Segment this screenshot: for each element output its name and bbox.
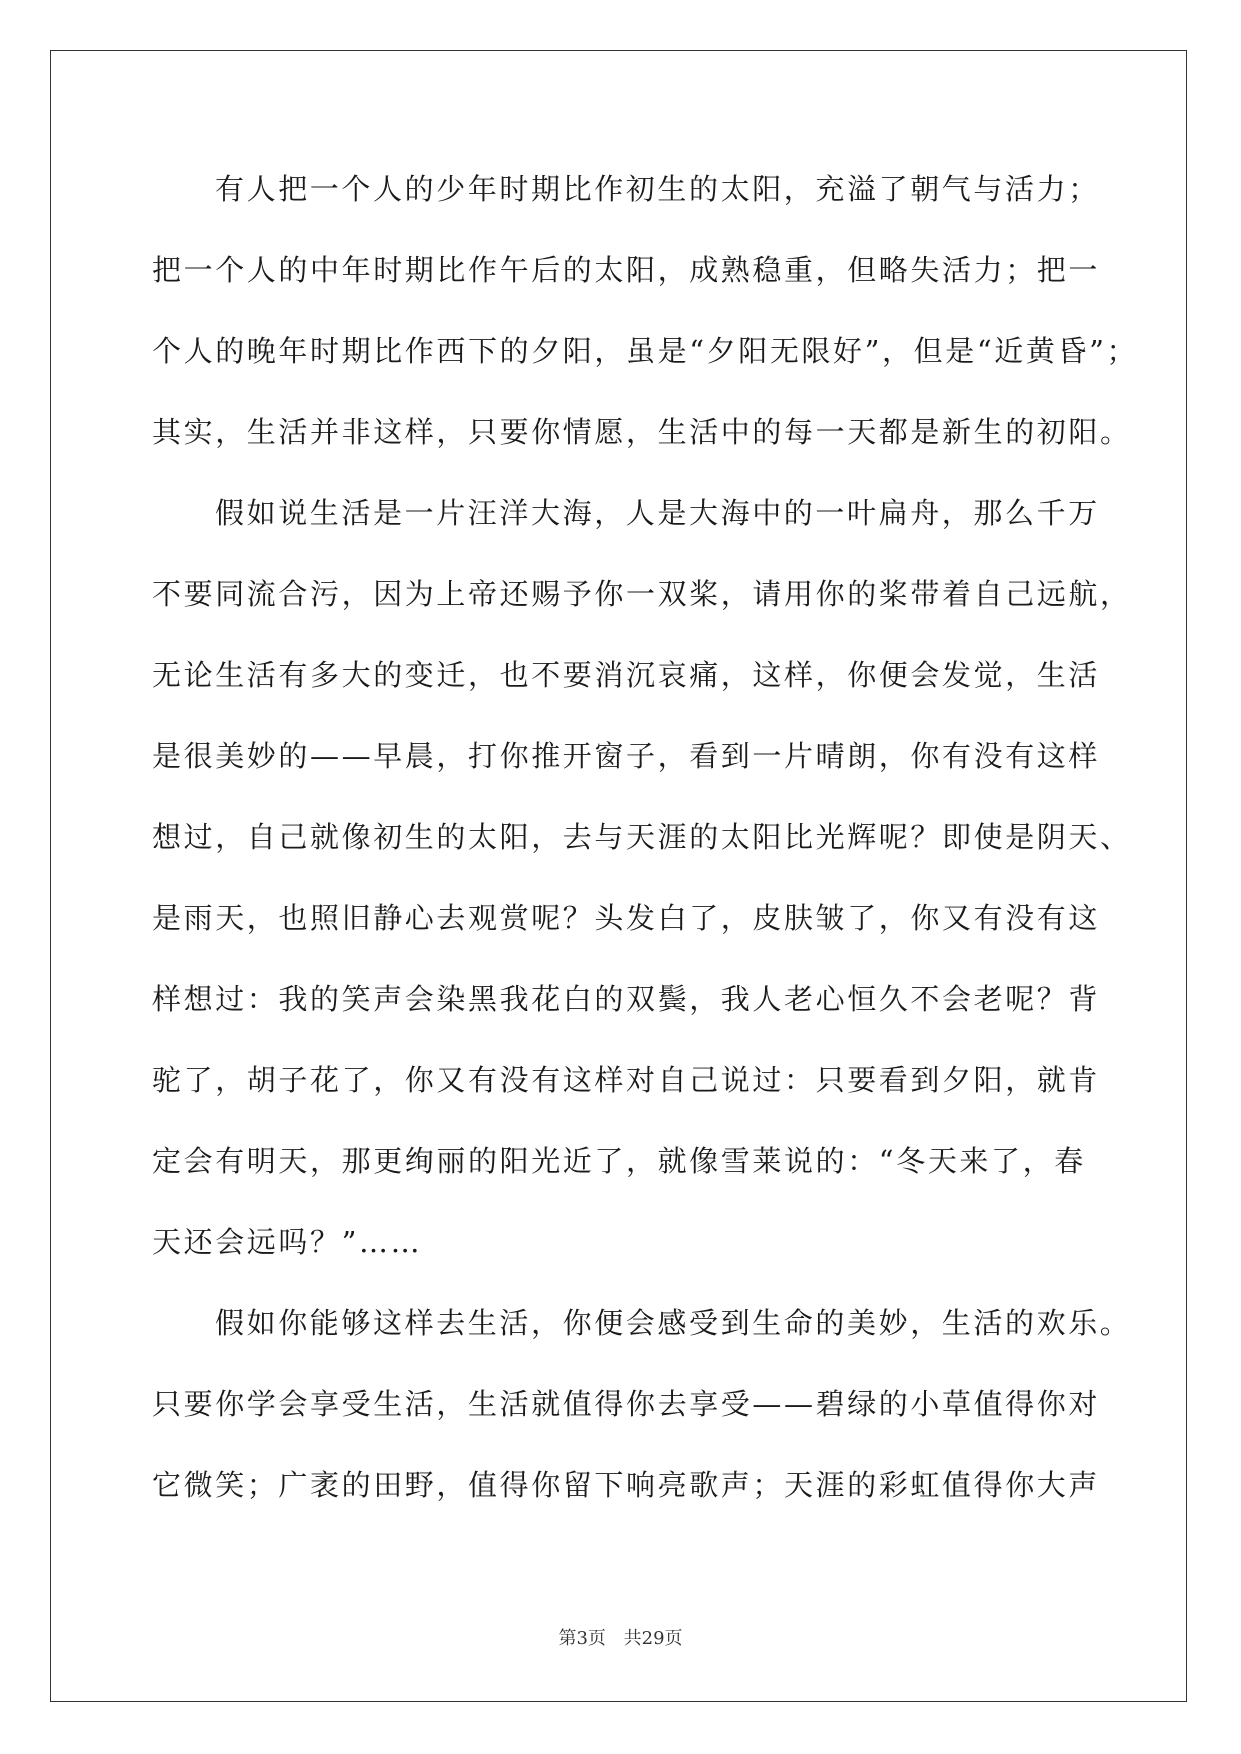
text-line: 天还会远吗？”…… <box>152 1225 423 1259</box>
text-line: 假如说生活是一片汪洋大海，人是大海中的一叶扁舟，那么千万 <box>215 496 1100 530</box>
text-line: 无论生活有多大的变迁，也不要消沉哀痛，这样，你便会发觉，生活 <box>152 658 1101 692</box>
text-line: 是很美妙的——早晨，打你推开窗子，看到一片晴朗，你有没有这样 <box>152 739 1101 773</box>
text-line: 它微笑；广袤的田野，值得你留下响亮歌声；天涯的彩虹值得你大声 <box>152 1468 1101 1502</box>
text-line: 假如你能够这样去生活，你便会感受到生命的美妙，生活的欢乐。 <box>215 1306 1132 1340</box>
text-line: 样想过：我的笑声会染黑我花白的双鬓，我人老心恒久不会老呢？背 <box>152 982 1101 1016</box>
page-total: 共29页 <box>623 1628 683 1649</box>
text-line: 定会有明天，那更绚丽的阳光近了，就像雪莱说的：“冬天来了，春 <box>152 1144 1086 1178</box>
text-line: 不要同流合污，因为上帝还赐予你一双桨，请用你的桨带着自己远航， <box>152 577 1132 611</box>
page-footer <box>0 1624 1241 1650</box>
text-line: 想过，自己就像初生的太阳，去与天涯的太阳比光辉呢？即使是阴天、 <box>152 820 1132 854</box>
text-line: 把一个人的中年时期比作午后的太阳，成熟稳重，但略失活力；把一 <box>152 253 1101 287</box>
text-line: 其实，生活并非这样，只要你情愿，生活中的每一天都是新生的初阳。 <box>152 415 1132 449</box>
text-line: 只要你学会享受生活，生活就值得你去享受——碧绿的小草值得你对 <box>152 1387 1101 1421</box>
text-line: 是雨天，也照旧静心去观赏呢？头发白了，皮肤皱了，你又有没有这 <box>152 901 1101 935</box>
text-line: 驼了，胡子花了，你又有没有这样对自己说过：只要看到夕阳，就肯 <box>152 1063 1101 1097</box>
text-line: 有人把一个人的少年时期比作初生的太阳，充溢了朝气与活力； <box>215 172 1100 206</box>
document-body <box>152 160 1139 1537</box>
text-line: 个人的晚年时期比作西下的夕阳，虽是“夕阳无限好”，但是“近黄昏”； <box>152 334 1139 368</box>
page-number: 第3页 <box>558 1628 606 1649</box>
